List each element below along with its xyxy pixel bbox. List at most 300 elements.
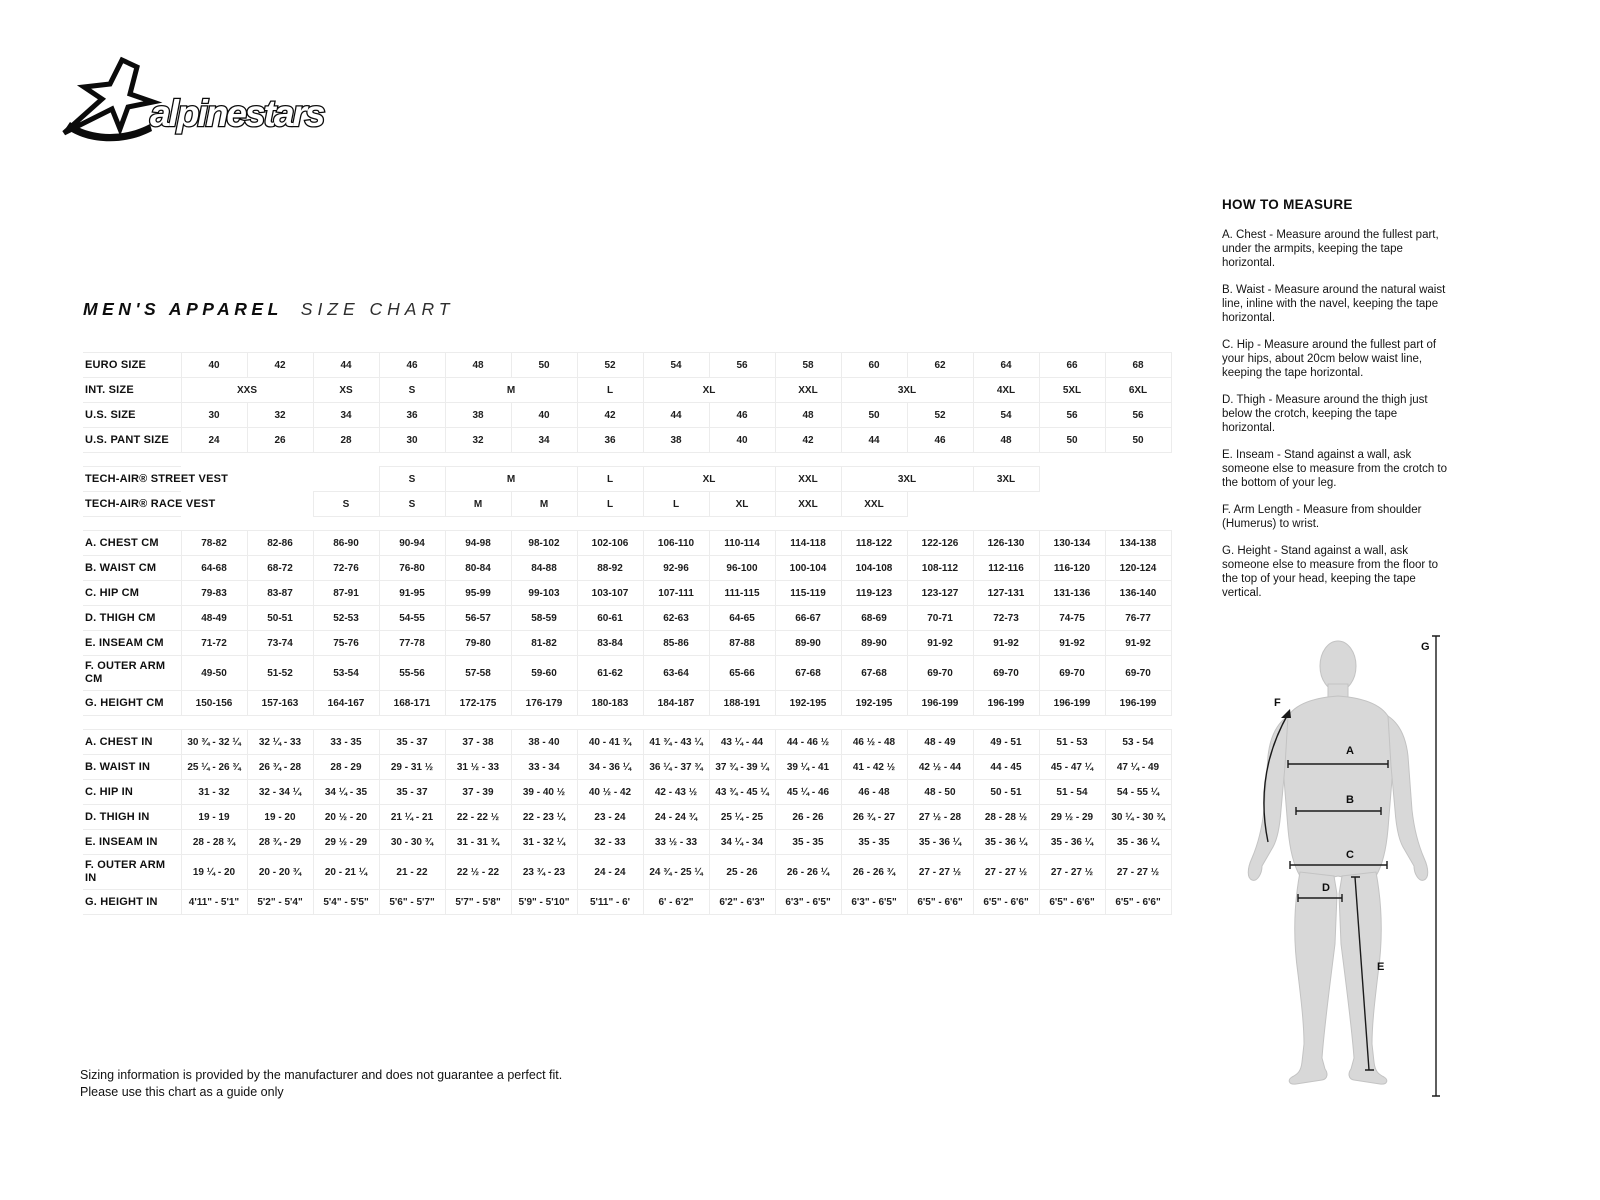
size-cell: S: [379, 492, 445, 517]
size-cell: 131-136: [1039, 581, 1105, 606]
row-label-outer-arm-in: F. OUTER ARM IN: [83, 855, 181, 890]
size-cell: 19 - 20: [247, 805, 313, 830]
size-cell: 57-58: [445, 656, 511, 691]
size-cell: 196-199: [1105, 691, 1171, 716]
size-cell: [907, 492, 973, 517]
size-cell: 38 - 40: [511, 730, 577, 755]
measure-instruction: C. Hip - Measure around the fullest part of your hips, about 20cm below waist line, keeping the tape horizontal.: [1222, 339, 1437, 380]
size-cell: 20 ½ - 20: [313, 805, 379, 830]
size-cell: 40 ½ - 42: [577, 780, 643, 805]
size-cell: 150-156: [181, 691, 247, 716]
size-cell: XXL: [775, 467, 841, 492]
size-chart-table: [83, 352, 1172, 915]
size-cell: 50-51: [247, 606, 313, 631]
size-cell: 46 - 48: [841, 780, 907, 805]
size-cell: 42: [577, 403, 643, 428]
size-cell: [1105, 492, 1171, 517]
size-cell: 22 - 22 ½: [445, 805, 511, 830]
size-cell: 65-66: [709, 656, 775, 691]
size-cell: 112-116: [973, 556, 1039, 581]
size-cell: 6'5" - 6'6": [1039, 890, 1105, 915]
size-cell: 100-104: [775, 556, 841, 581]
size-cell: 69-70: [973, 656, 1039, 691]
size-cell: 123-127: [907, 581, 973, 606]
size-cell: 61-62: [577, 656, 643, 691]
size-cell: 28 ¾ - 29: [247, 830, 313, 855]
size-cell: 66-67: [775, 606, 841, 631]
size-cell: 134-138: [1105, 531, 1171, 556]
size-cell: 50: [511, 353, 577, 378]
size-cell: 180-183: [577, 691, 643, 716]
size-cell: XL: [643, 467, 775, 492]
size-cell: 32 ¼ - 33: [247, 730, 313, 755]
size-cell: 38: [643, 428, 709, 453]
size-cell: 73-74: [247, 631, 313, 656]
size-cell: XXL: [775, 378, 841, 403]
size-cell: 64-65: [709, 606, 775, 631]
title-main: MEN'S APPAREL: [83, 299, 283, 319]
size-cell: 68-69: [841, 606, 907, 631]
size-cell: 64: [973, 353, 1039, 378]
size-cell: 6'3" - 6'5": [775, 890, 841, 915]
size-cell: 70-71: [907, 606, 973, 631]
size-cell: 80-84: [445, 556, 511, 581]
size-cell: 42 - 43 ½: [643, 780, 709, 805]
size-cell: 50: [1039, 428, 1105, 453]
size-cell: 33 - 35: [313, 730, 379, 755]
size-cell: 48-49: [181, 606, 247, 631]
size-cell: 5'7" - 5'8": [445, 890, 511, 915]
size-cell: 53-54: [313, 656, 379, 691]
size-cell: 56: [709, 353, 775, 378]
size-cell: 29 - 31 ½: [379, 755, 445, 780]
size-cell: 47 ¼ - 49: [1105, 755, 1171, 780]
row-label-thigh-in: D. THIGH IN: [83, 805, 181, 830]
size-cell: 3XL: [973, 467, 1039, 492]
arm-arrowhead: [1281, 709, 1291, 718]
size-cell: 37 - 39: [445, 780, 511, 805]
table-row-tech-air-street-vest: [83, 467, 1171, 492]
size-cell: 58-59: [511, 606, 577, 631]
size-cell: 119-123: [841, 581, 907, 606]
size-cell: 184-187: [643, 691, 709, 716]
size-cell: 64-68: [181, 556, 247, 581]
table-row-outer-arm-cm: [83, 656, 1171, 691]
size-cell: 48: [775, 403, 841, 428]
size-cell: 92-96: [643, 556, 709, 581]
size-cell: 34 - 36 ¼: [577, 755, 643, 780]
size-cell: 127-131: [973, 581, 1039, 606]
measure-instruction: A. Chest - Measure around the fullest part, under the armpits, keeping the tape horizontal.: [1222, 229, 1439, 270]
diagram-label-thigh: D: [1322, 882, 1330, 894]
size-cell: 26 ¾ - 28: [247, 755, 313, 780]
row-label-waist-in: B. WAIST IN: [83, 755, 181, 780]
size-cell: 35 - 36 ¼: [973, 830, 1039, 855]
size-cell: 49 - 51: [973, 730, 1039, 755]
diagram-label-arm: F: [1274, 697, 1281, 709]
size-cell: 126-130: [973, 531, 1039, 556]
alpinestars-star-icon: [64, 60, 153, 141]
size-cell: 50: [841, 403, 907, 428]
size-cell: 91-92: [907, 631, 973, 656]
size-cell: 3XL: [841, 467, 973, 492]
size-cell: 52: [907, 403, 973, 428]
size-cell: 27 - 27 ½: [1105, 855, 1171, 890]
size-cell: 5'2" - 5'4": [247, 890, 313, 915]
table-group-gap: [83, 517, 1171, 531]
table-row-outer-arm-in: [83, 855, 1171, 890]
size-cell: 24: [181, 428, 247, 453]
size-cell: 78-82: [181, 531, 247, 556]
size-cell: 45 ¼ - 46: [775, 780, 841, 805]
size-cell: 6'2" - 6'3": [709, 890, 775, 915]
size-cell: 35 - 36 ¼: [1105, 830, 1171, 855]
size-cell: 35 - 36 ¼: [1039, 830, 1105, 855]
table-row-thigh-in: [83, 805, 1171, 830]
size-cell: 46: [379, 353, 445, 378]
size-cell: 35 - 37: [379, 730, 445, 755]
size-cell: 44 - 46 ½: [775, 730, 841, 755]
size-cell: 46: [907, 428, 973, 453]
size-cell: 30: [181, 403, 247, 428]
size-cell: 41 - 42 ½: [841, 755, 907, 780]
size-cell: 24 - 24 ¾: [643, 805, 709, 830]
size-cell: 23 ¾ - 23: [511, 855, 577, 890]
row-label-height-cm: G. HEIGHT CM: [83, 691, 181, 716]
table-row-int-size: [83, 378, 1171, 403]
size-cell: L: [577, 492, 643, 517]
size-cell: 116-120: [1039, 556, 1105, 581]
size-cell: 91-92: [973, 631, 1039, 656]
height-measure-line: [1432, 636, 1440, 1096]
size-cell: M: [511, 492, 577, 517]
body-measurement-diagram: [1238, 614, 1453, 1180]
size-cell: 130-134: [1039, 531, 1105, 556]
size-cell: 114-118: [775, 531, 841, 556]
size-cell: 176-179: [511, 691, 577, 716]
size-cell: 77-78: [379, 631, 445, 656]
row-label-hip-in: C. HIP IN: [83, 780, 181, 805]
size-cell: 67-68: [775, 656, 841, 691]
size-cell: 6' - 6'2": [643, 890, 709, 915]
size-cell: 40 - 41 ¾: [577, 730, 643, 755]
size-cell: 35 - 35: [775, 830, 841, 855]
size-cell: 28 - 28 ½: [973, 805, 1039, 830]
size-cell: 41 ¾ - 43 ¼: [643, 730, 709, 755]
size-cell: 89-90: [775, 631, 841, 656]
page-title: [83, 299, 454, 320]
size-cell: 6'5" - 6'6": [1105, 890, 1171, 915]
size-cell: 22 - 23 ¼: [511, 805, 577, 830]
size-cell: 72-73: [973, 606, 1039, 631]
size-cell: 115-119: [775, 581, 841, 606]
size-cell: 67-68: [841, 656, 907, 691]
measure-instruction: E. Inseam - Stand against a wall, ask someone else to measure from the crotch to the bottom of your leg.: [1222, 449, 1447, 490]
table-row-thigh-cm: [83, 606, 1171, 631]
table-row-us-size: [83, 403, 1171, 428]
size-cell: 32: [445, 428, 511, 453]
size-cell: L: [577, 378, 643, 403]
size-cell: 83-87: [247, 581, 313, 606]
size-cell: 68-72: [247, 556, 313, 581]
how-to-measure-section: [1222, 197, 1452, 613]
size-cell: M: [445, 492, 511, 517]
size-cell: 30 - 30 ¾: [379, 830, 445, 855]
size-cell: 27 - 27 ½: [973, 855, 1039, 890]
size-cell: 102-106: [577, 531, 643, 556]
disclaimer-line2: Please use this chart as a guide only: [80, 1085, 284, 1099]
row-label-chest-cm: A. CHEST CM: [83, 531, 181, 556]
size-cell: 24 - 24: [577, 855, 643, 890]
size-cell: 20 - 20 ¾: [247, 855, 313, 890]
size-cell: 91-92: [1039, 631, 1105, 656]
table-group-gap: [83, 716, 1171, 730]
size-cell: 23 - 24: [577, 805, 643, 830]
size-cell: 43 ¼ - 44: [709, 730, 775, 755]
size-cell: 31 ½ - 33: [445, 755, 511, 780]
size-cell: 51 - 54: [1039, 780, 1105, 805]
size-cell: 59-60: [511, 656, 577, 691]
size-cell: [1105, 467, 1171, 492]
disclaimer: [80, 1068, 562, 1102]
size-cell: 98-102: [511, 531, 577, 556]
size-cell: 76-77: [1105, 606, 1171, 631]
size-cell: 82-86: [247, 531, 313, 556]
row-label-waist-cm: B. WAIST CM: [83, 556, 181, 581]
diagram-label-chest: A: [1346, 745, 1354, 757]
row-label-int-size: INT. SIZE: [83, 378, 181, 403]
size-cell: 69-70: [907, 656, 973, 691]
size-cell: 37 - 38: [445, 730, 511, 755]
size-cell: 6'5" - 6'6": [907, 890, 973, 915]
alpinestars-logo: [60, 56, 352, 157]
size-cell: 31 - 32 ¼: [511, 830, 577, 855]
size-cell: 52-53: [313, 606, 379, 631]
size-cell: 33 ½ - 33: [643, 830, 709, 855]
table-row-waist-in: [83, 755, 1171, 780]
size-cell: 56-57: [445, 606, 511, 631]
size-cell: 42: [775, 428, 841, 453]
size-cell: 36: [379, 403, 445, 428]
size-cell: S: [313, 492, 379, 517]
size-cell: 56: [1039, 403, 1105, 428]
size-cell: 196-199: [907, 691, 973, 716]
size-cell: 4'11" - 5'1": [181, 890, 247, 915]
size-cell: 54 - 55 ¼: [1105, 780, 1171, 805]
size-cell: 79-83: [181, 581, 247, 606]
size-cell: 44: [643, 403, 709, 428]
size-cell: 21 - 22: [379, 855, 445, 890]
size-cell: 40: [181, 353, 247, 378]
size-cell: 58: [775, 353, 841, 378]
size-cell: 90-94: [379, 531, 445, 556]
size-cell: L: [643, 492, 709, 517]
disclaimer-line1: Sizing information is provided by the manufacturer and does not guarantee a perfect fit.: [80, 1068, 563, 1082]
row-label-inseam-in: E. INSEAM IN: [83, 830, 181, 855]
size-cell: 56: [1105, 403, 1171, 428]
size-cell: 30 ¼ - 30 ¾: [1105, 805, 1171, 830]
row-label-tech-air-race-vest: TECH-AIR® RACE VEST: [83, 492, 181, 517]
table-row-hip-cm: [83, 581, 1171, 606]
size-cell: 89-90: [841, 631, 907, 656]
size-cell: 6XL: [1105, 378, 1171, 403]
size-cell: 79-80: [445, 631, 511, 656]
row-label-inseam-cm: E. INSEAM CM: [83, 631, 181, 656]
size-cell: 20 - 21 ¼: [313, 855, 379, 890]
size-cell: 136-140: [1105, 581, 1171, 606]
table-row-waist-cm: [83, 556, 1171, 581]
size-cell: 91-95: [379, 581, 445, 606]
size-cell: XXL: [841, 492, 907, 517]
size-cell: S: [379, 467, 445, 492]
table-row-euro-size: [83, 353, 1171, 378]
size-cell: 86-90: [313, 531, 379, 556]
size-cell: L: [577, 467, 643, 492]
size-cell: 62: [907, 353, 973, 378]
size-cell: 46: [709, 403, 775, 428]
size-cell: 19 ¼ - 20: [181, 855, 247, 890]
row-label-chest-in: A. CHEST IN: [83, 730, 181, 755]
size-cell: 21 ¼ - 21: [379, 805, 445, 830]
size-cell: 5'4" - 5'5": [313, 890, 379, 915]
size-cell: [973, 492, 1039, 517]
table-row-chest-in: [83, 730, 1171, 755]
size-cell: 83-84: [577, 631, 643, 656]
size-cell: 53 - 54: [1105, 730, 1171, 755]
size-cell: 29 ½ - 29: [313, 830, 379, 855]
size-cell: 71-72: [181, 631, 247, 656]
size-cell: 39 - 40 ½: [511, 780, 577, 805]
logo-wordmark: alpinestars: [150, 93, 324, 134]
size-cell: 34 ¼ - 35: [313, 780, 379, 805]
size-cell: 196-199: [973, 691, 1039, 716]
size-cell: 95-99: [445, 581, 511, 606]
size-cell: 32 - 34 ¼: [247, 780, 313, 805]
size-cell: 122-126: [907, 531, 973, 556]
diagram-label-inseam: E: [1377, 961, 1385, 973]
size-cell: 32 - 33: [577, 830, 643, 855]
size-cell: 34: [511, 428, 577, 453]
size-cell: 27 - 27 ½: [907, 855, 973, 890]
table-row-hip-in: [83, 780, 1171, 805]
size-cell: 48 - 50: [907, 780, 973, 805]
size-cell: 44 - 45: [973, 755, 1039, 780]
size-cell: 188-191: [709, 691, 775, 716]
size-cell: 88-92: [577, 556, 643, 581]
table-row-height-in: [83, 890, 1171, 915]
size-cell: 85-86: [643, 631, 709, 656]
size-cell: XL: [709, 492, 775, 517]
table-row-tech-air-race-vest: [83, 492, 1171, 517]
row-label-thigh-cm: D. THIGH CM: [83, 606, 181, 631]
size-cell: XXL: [775, 492, 841, 517]
row-label-euro-size: EURO SIZE: [83, 353, 181, 378]
size-cell: 35 - 35: [841, 830, 907, 855]
size-cell: 94-98: [445, 531, 511, 556]
size-cell: S: [379, 378, 445, 403]
size-cell: 96-100: [709, 556, 775, 581]
size-cell: 120-124: [1105, 556, 1171, 581]
size-cell: 69-70: [1039, 656, 1105, 691]
size-cell: 157-163: [247, 691, 313, 716]
size-cell: 28 - 29: [313, 755, 379, 780]
table-row-inseam-cm: [83, 631, 1171, 656]
size-cell: 196-199: [1039, 691, 1105, 716]
size-cell: 172-175: [445, 691, 511, 716]
size-cell: 54-55: [379, 606, 445, 631]
size-cell: 26 - 26: [775, 805, 841, 830]
size-cell: 81-82: [511, 631, 577, 656]
size-cell: 35 - 37: [379, 780, 445, 805]
size-cell: 25 ¼ - 26 ¾: [181, 755, 247, 780]
size-cell: 26 - 26 ¾: [841, 855, 907, 890]
size-cell: [247, 492, 313, 517]
table-row-inseam-in: [83, 830, 1171, 855]
size-cell: 42: [247, 353, 313, 378]
size-cell: 36 ¼ - 37 ¾: [643, 755, 709, 780]
size-cell: 27 ½ - 28: [907, 805, 973, 830]
size-cell: 76-80: [379, 556, 445, 581]
row-label-hip-cm: C. HIP CM: [83, 581, 181, 606]
size-cell: 29 ½ - 29: [1039, 805, 1105, 830]
size-cell: 28: [313, 428, 379, 453]
size-cell: 34: [313, 403, 379, 428]
size-cell: 60-61: [577, 606, 643, 631]
size-cell: 5'9" - 5'10": [511, 890, 577, 915]
row-label-us-size: U.S. SIZE: [83, 403, 181, 428]
size-cell: 28 - 28 ¾: [181, 830, 247, 855]
measure-instruction: F. Arm Length - Measure from shoulder (Humerus) to wrist.: [1222, 504, 1422, 531]
size-cell: 38: [445, 403, 511, 428]
size-cell: 63-64: [643, 656, 709, 691]
size-cell: 31 - 32: [181, 780, 247, 805]
row-label-height-in: G. HEIGHT IN: [83, 890, 181, 915]
size-cell: 48: [973, 428, 1039, 453]
size-cell: 51 - 53: [1039, 730, 1105, 755]
size-cell: 5'6" - 5'7": [379, 890, 445, 915]
size-cell: 44: [313, 353, 379, 378]
size-cell: 103-107: [577, 581, 643, 606]
size-cell: 40: [511, 403, 577, 428]
size-cell: 37 ¾ - 39 ¼: [709, 755, 775, 780]
size-cell: 5'11" - 6': [577, 890, 643, 915]
table-row-us-pant-size: [83, 428, 1171, 453]
size-cell: 62-63: [643, 606, 709, 631]
table-row-height-cm: [83, 691, 1171, 716]
row-label-outer-arm-cm: F. OUTER ARM CM: [83, 656, 181, 691]
size-cell: M: [445, 378, 577, 403]
size-cell: 30 ¾ - 32 ¼: [181, 730, 247, 755]
size-cell: 118-122: [841, 531, 907, 556]
size-cell: 26 ¾ - 27: [841, 805, 907, 830]
size-cell: 25 ¼ - 25: [709, 805, 775, 830]
size-cell: 42 ½ - 44: [907, 755, 973, 780]
size-cell: 52: [577, 353, 643, 378]
size-cell: 106-110: [643, 531, 709, 556]
size-cell: [1039, 492, 1105, 517]
size-cell: 51-52: [247, 656, 313, 691]
size-cell: 3XL: [841, 378, 973, 403]
size-cell: 192-195: [841, 691, 907, 716]
diagram-label-waist: B: [1346, 794, 1354, 806]
size-cell: 74-75: [1039, 606, 1105, 631]
measure-instruction: B. Waist - Measure around the natural waist line, inline with the navel, keeping the tape horizontal.: [1222, 284, 1446, 325]
how-to-measure-heading: HOW TO MEASURE: [1222, 197, 1353, 212]
size-cell: XS: [313, 378, 379, 403]
size-cell: 87-88: [709, 631, 775, 656]
size-cell: 192-195: [775, 691, 841, 716]
size-cell: 40: [709, 428, 775, 453]
